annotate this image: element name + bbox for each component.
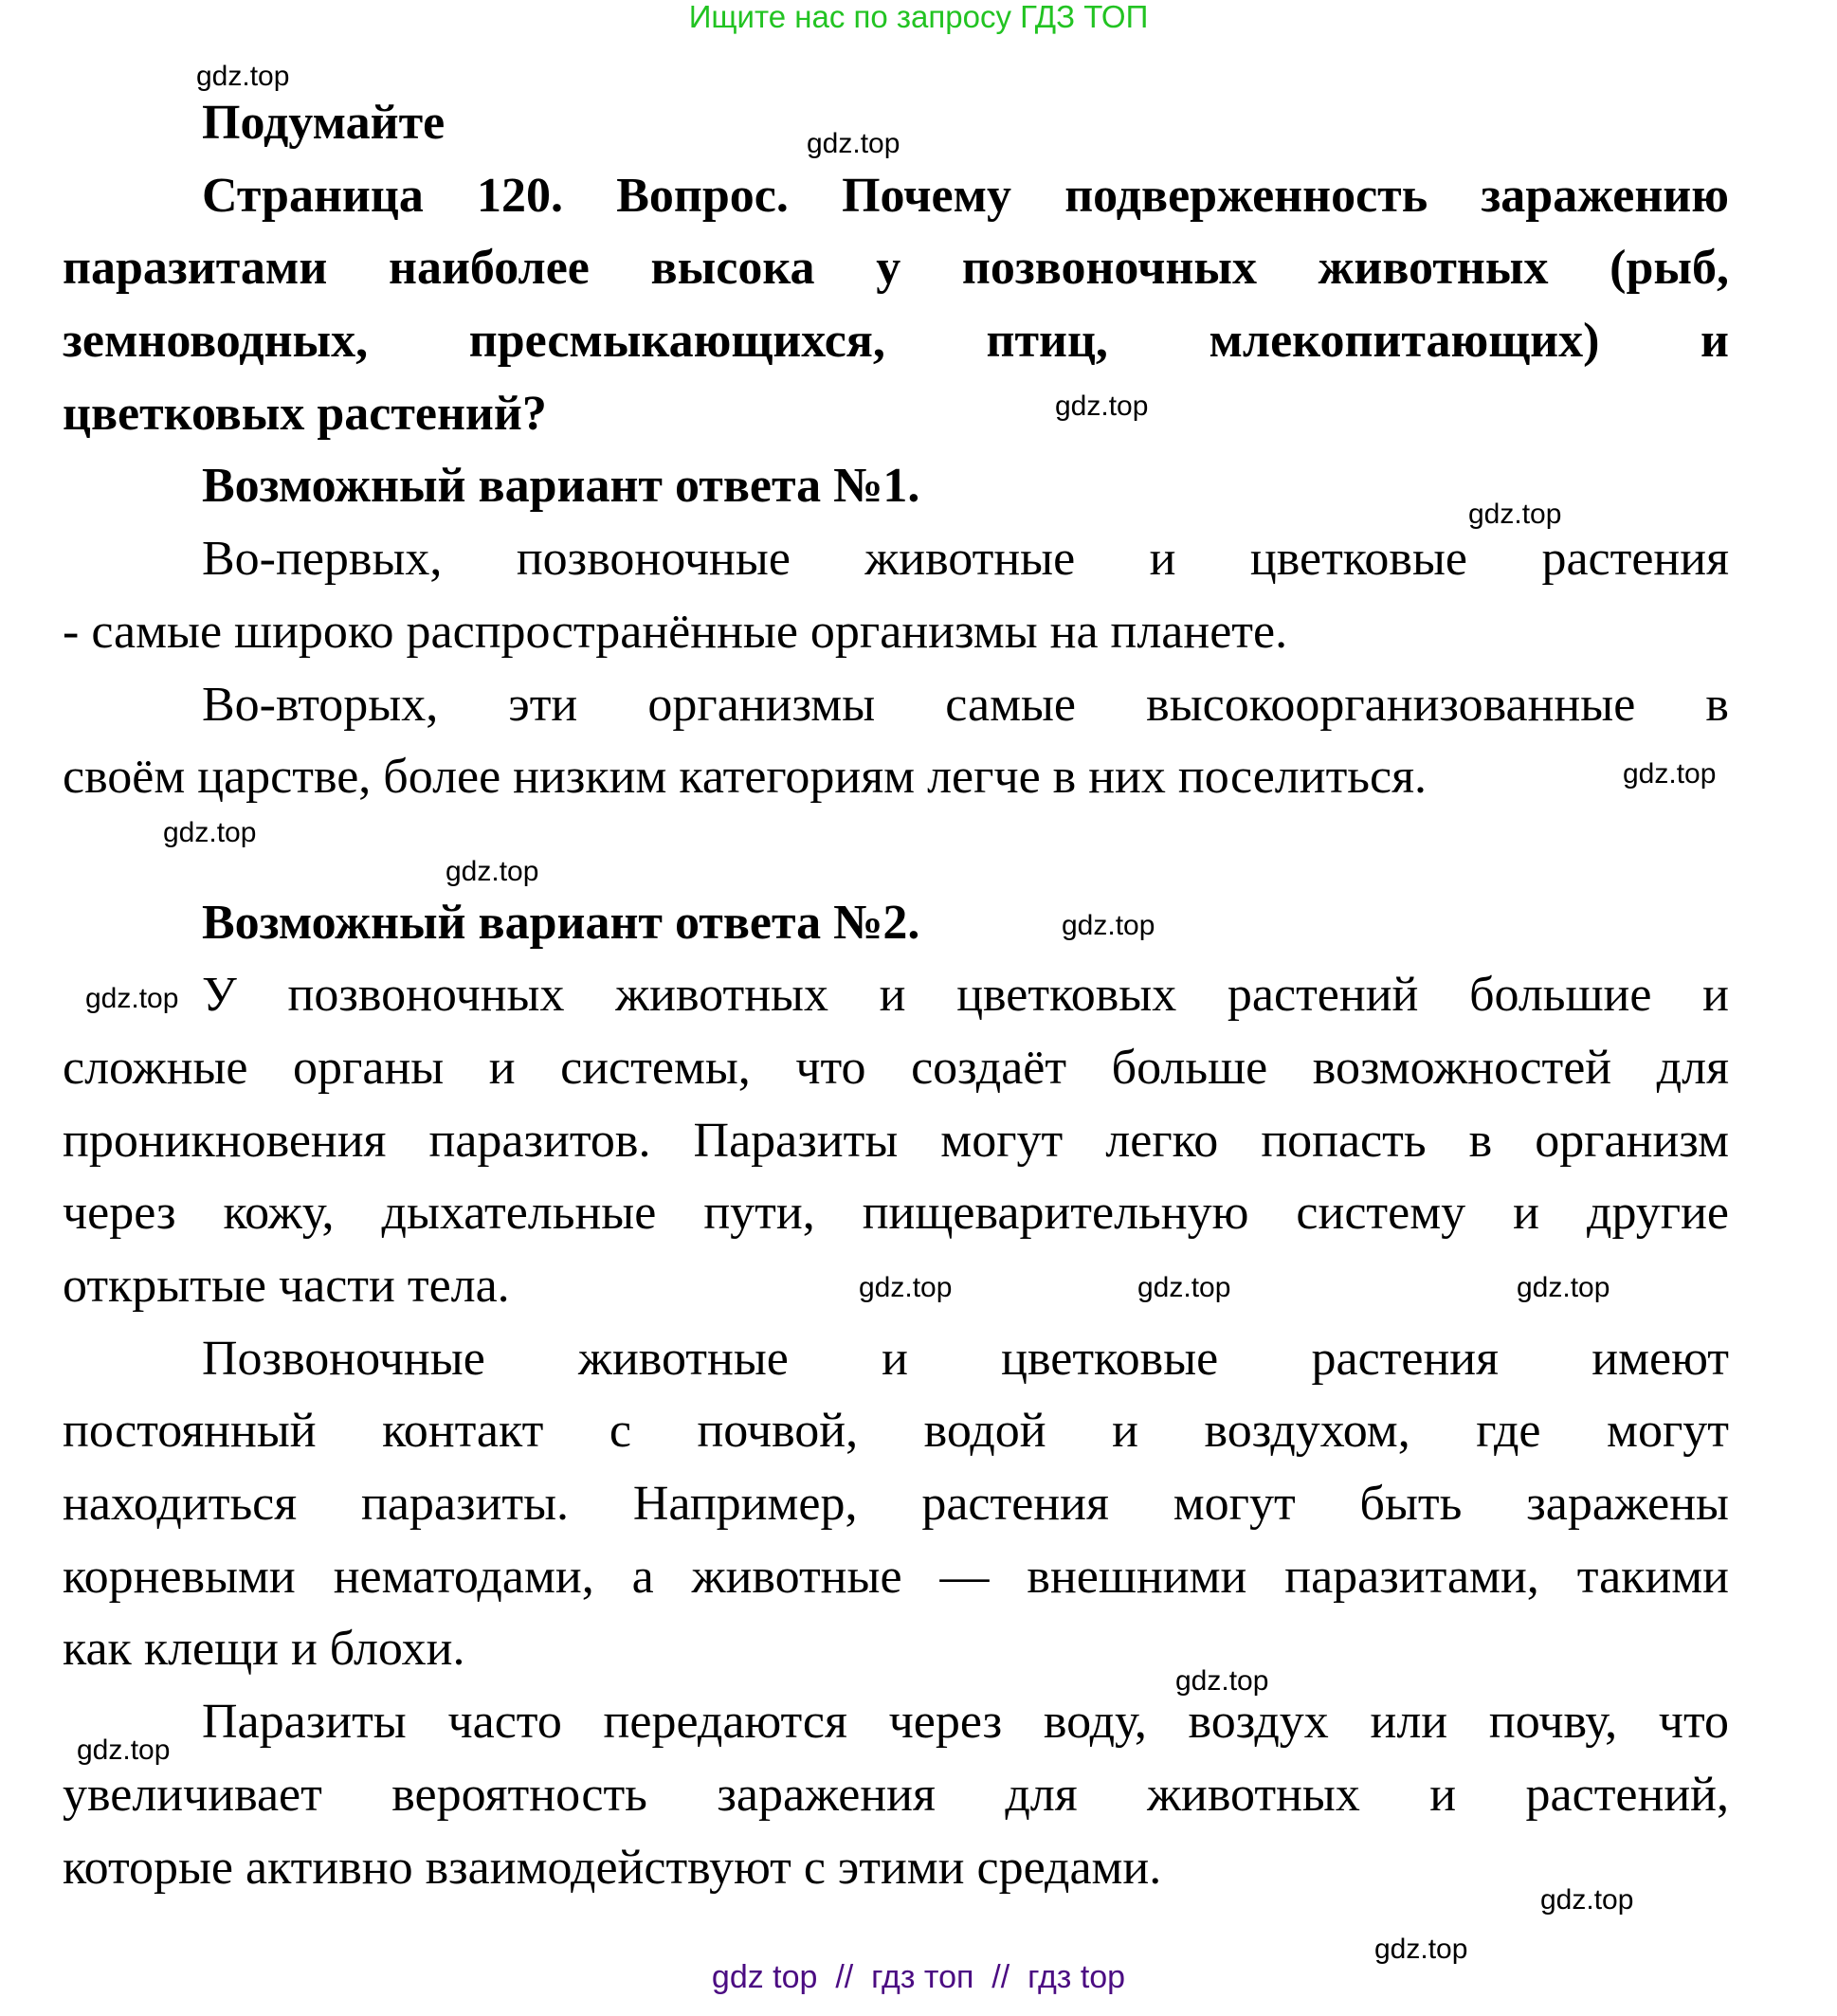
watermark: gdz.top: [1175, 1665, 1269, 1697]
text-line: Во-вторых, эти организмы самые высокоорганизованные в: [202, 677, 1729, 732]
text-line: цветковых растений?: [63, 386, 547, 441]
watermark: gdz.top: [1623, 758, 1717, 790]
text-line: своём царстве, более низким категориям легче в них поселиться.: [63, 750, 1428, 805]
text-line: - самые широко распространённые организмы на планете.: [63, 604, 1288, 659]
text-line: сложные органы и системы, что создаёт больше возможностей для: [63, 1040, 1729, 1095]
watermark: gdz.top: [1468, 499, 1562, 530]
footer-links[interactable]: gdz top // гдз топ // гдз top: [711, 1959, 1126, 1995]
text-line: находиться паразиты. Например, растения могут быть заражены: [63, 1477, 1729, 1532]
document-body: [63, 87, 1729, 1904]
answer2-paragraph: [63, 959, 1729, 1322]
question: [63, 160, 1729, 451]
watermark: gdz.top: [859, 1272, 953, 1303]
text-line: открытые части тела.: [63, 1259, 510, 1313]
watermark: gdz.top: [1540, 1884, 1634, 1916]
text-line: как клещи и блохи.: [63, 1622, 465, 1677]
answer1-heading: Возможный вариант ответа №1.: [202, 459, 920, 514]
text-line: земноводных, пресмыкающихся, птиц, млекопитающих) и: [63, 314, 1729, 369]
watermark: gdz.top: [807, 128, 900, 159]
text-line: через кожу, дыхательные пути, пищеварительную систему и другие: [63, 1186, 1729, 1241]
answer2-paragraph: [63, 1686, 1729, 1904]
watermark: gdz.top: [163, 817, 257, 848]
search-banner: Ищите нас по запросу ГДЗ ТОП: [688, 0, 1149, 34]
watermark: gdz.top: [77, 1734, 171, 1766]
section-title: Подумайте: [202, 96, 446, 150]
watermark: gdz.top: [1137, 1272, 1231, 1303]
watermark: gdz.top: [1374, 1934, 1468, 1965]
text-line: У позвоночных животных и цветковых растений большие и: [202, 968, 1729, 1023]
text-line: проникновения паразитов. Паразиты могут легко попасть в организм: [63, 1113, 1729, 1168]
watermark: gdz.top: [446, 856, 539, 887]
text-line: Паразиты часто передаются через воду, воздух или почву, что: [202, 1695, 1729, 1750]
text-line: которые активно взаимодействуют с этими средами.: [63, 1840, 1162, 1895]
answer1-paragraph: [63, 523, 1729, 668]
watermark: gdz.top: [1062, 910, 1155, 941]
text-line: Во-первых, позвоночные животные и цветковые растения: [202, 532, 1729, 587]
answer1-paragraph: [63, 669, 1729, 814]
text-line: постоянный контакт с почвой, водой и воздухом, где могут: [63, 1404, 1729, 1459]
answer2-paragraph: [63, 1323, 1729, 1686]
text-line: паразитами наиболее высока у позвоночных животных (рыб,: [63, 241, 1729, 296]
spacer: [63, 814, 1729, 887]
text-line: увеличивает вероятность заражения для животных и растений,: [63, 1767, 1729, 1822]
watermark: gdz.top: [1517, 1272, 1610, 1303]
text-line: Страница 120. Вопрос. Почему подверженность заражению: [202, 168, 1729, 223]
text-line: Позвоночные животные и цветковые растения имеют: [202, 1331, 1729, 1386]
watermark: gdz.top: [1055, 390, 1149, 422]
text-line: корневыми нематодами, а животные — внешними паразитами, такими: [63, 1549, 1729, 1604]
watermark: gdz.top: [85, 983, 179, 1014]
watermark: gdz.top: [196, 61, 290, 92]
answer2-heading: Возможный вариант ответа №2.: [202, 895, 920, 950]
